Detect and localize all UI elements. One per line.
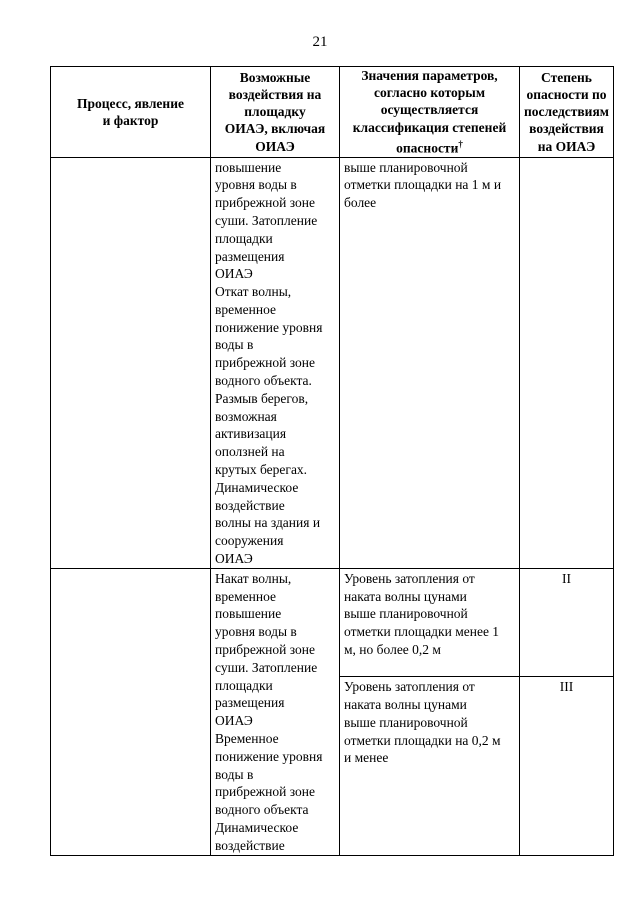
cell-process: [51, 157, 211, 568]
cell-impacts: Накат волны, временное повышение уровня воды в прибрежной зоне суши. Затопление площадки размещения ОИАЭ Временное понижение уровня воды в прибрежной зоне водного объекта Динамическое воздействие: [211, 568, 340, 855]
cell-parameters: Уровень затопления от наката волны цунами выше планировочной отметки площадки менее 1 м, но более 0,2 м: [340, 568, 520, 676]
cell-parameters: Уровень затопления от наката волны цунами выше планировочной отметки площадки на 0,2 м и менее: [340, 677, 520, 855]
cell-parameters: выше планировочной отметки площадки на 1 м и более: [340, 157, 520, 568]
cell-degree: III: [520, 677, 614, 855]
classification-table: [50, 66, 614, 856]
cell-degree: II: [520, 568, 614, 676]
cell-degree: [520, 157, 614, 568]
header-degree: Степень опасности по последствиям воздействия на ОИАЭ: [520, 67, 614, 158]
page-number: 21: [312, 34, 328, 50]
table-row: [51, 568, 614, 676]
footnote-mark: †: [458, 138, 463, 149]
header-impacts: Возможные воздействия на площадку ОИАЭ, включая ОИАЭ: [211, 67, 340, 158]
table-row: [51, 157, 614, 568]
table-header-row: [51, 67, 614, 158]
header-parameters: Значения параметров, согласно которым осуществляется классификация степеней опасности†: [340, 67, 520, 158]
header-process: Процесс, явление и фактор: [51, 67, 211, 158]
cell-impacts: повышение уровня воды в прибрежной зоне суши. Затопление площадки размещения ОИАЭ Откат волны, временное понижение уровня воды в прибрежной зоне водного объекта. Размыв берегов, возможная активизация оползней на крутых берегах. Динамическое воздействие волны на здания и сооружения ОИАЭ: [211, 157, 340, 568]
cell-process: [51, 568, 211, 855]
